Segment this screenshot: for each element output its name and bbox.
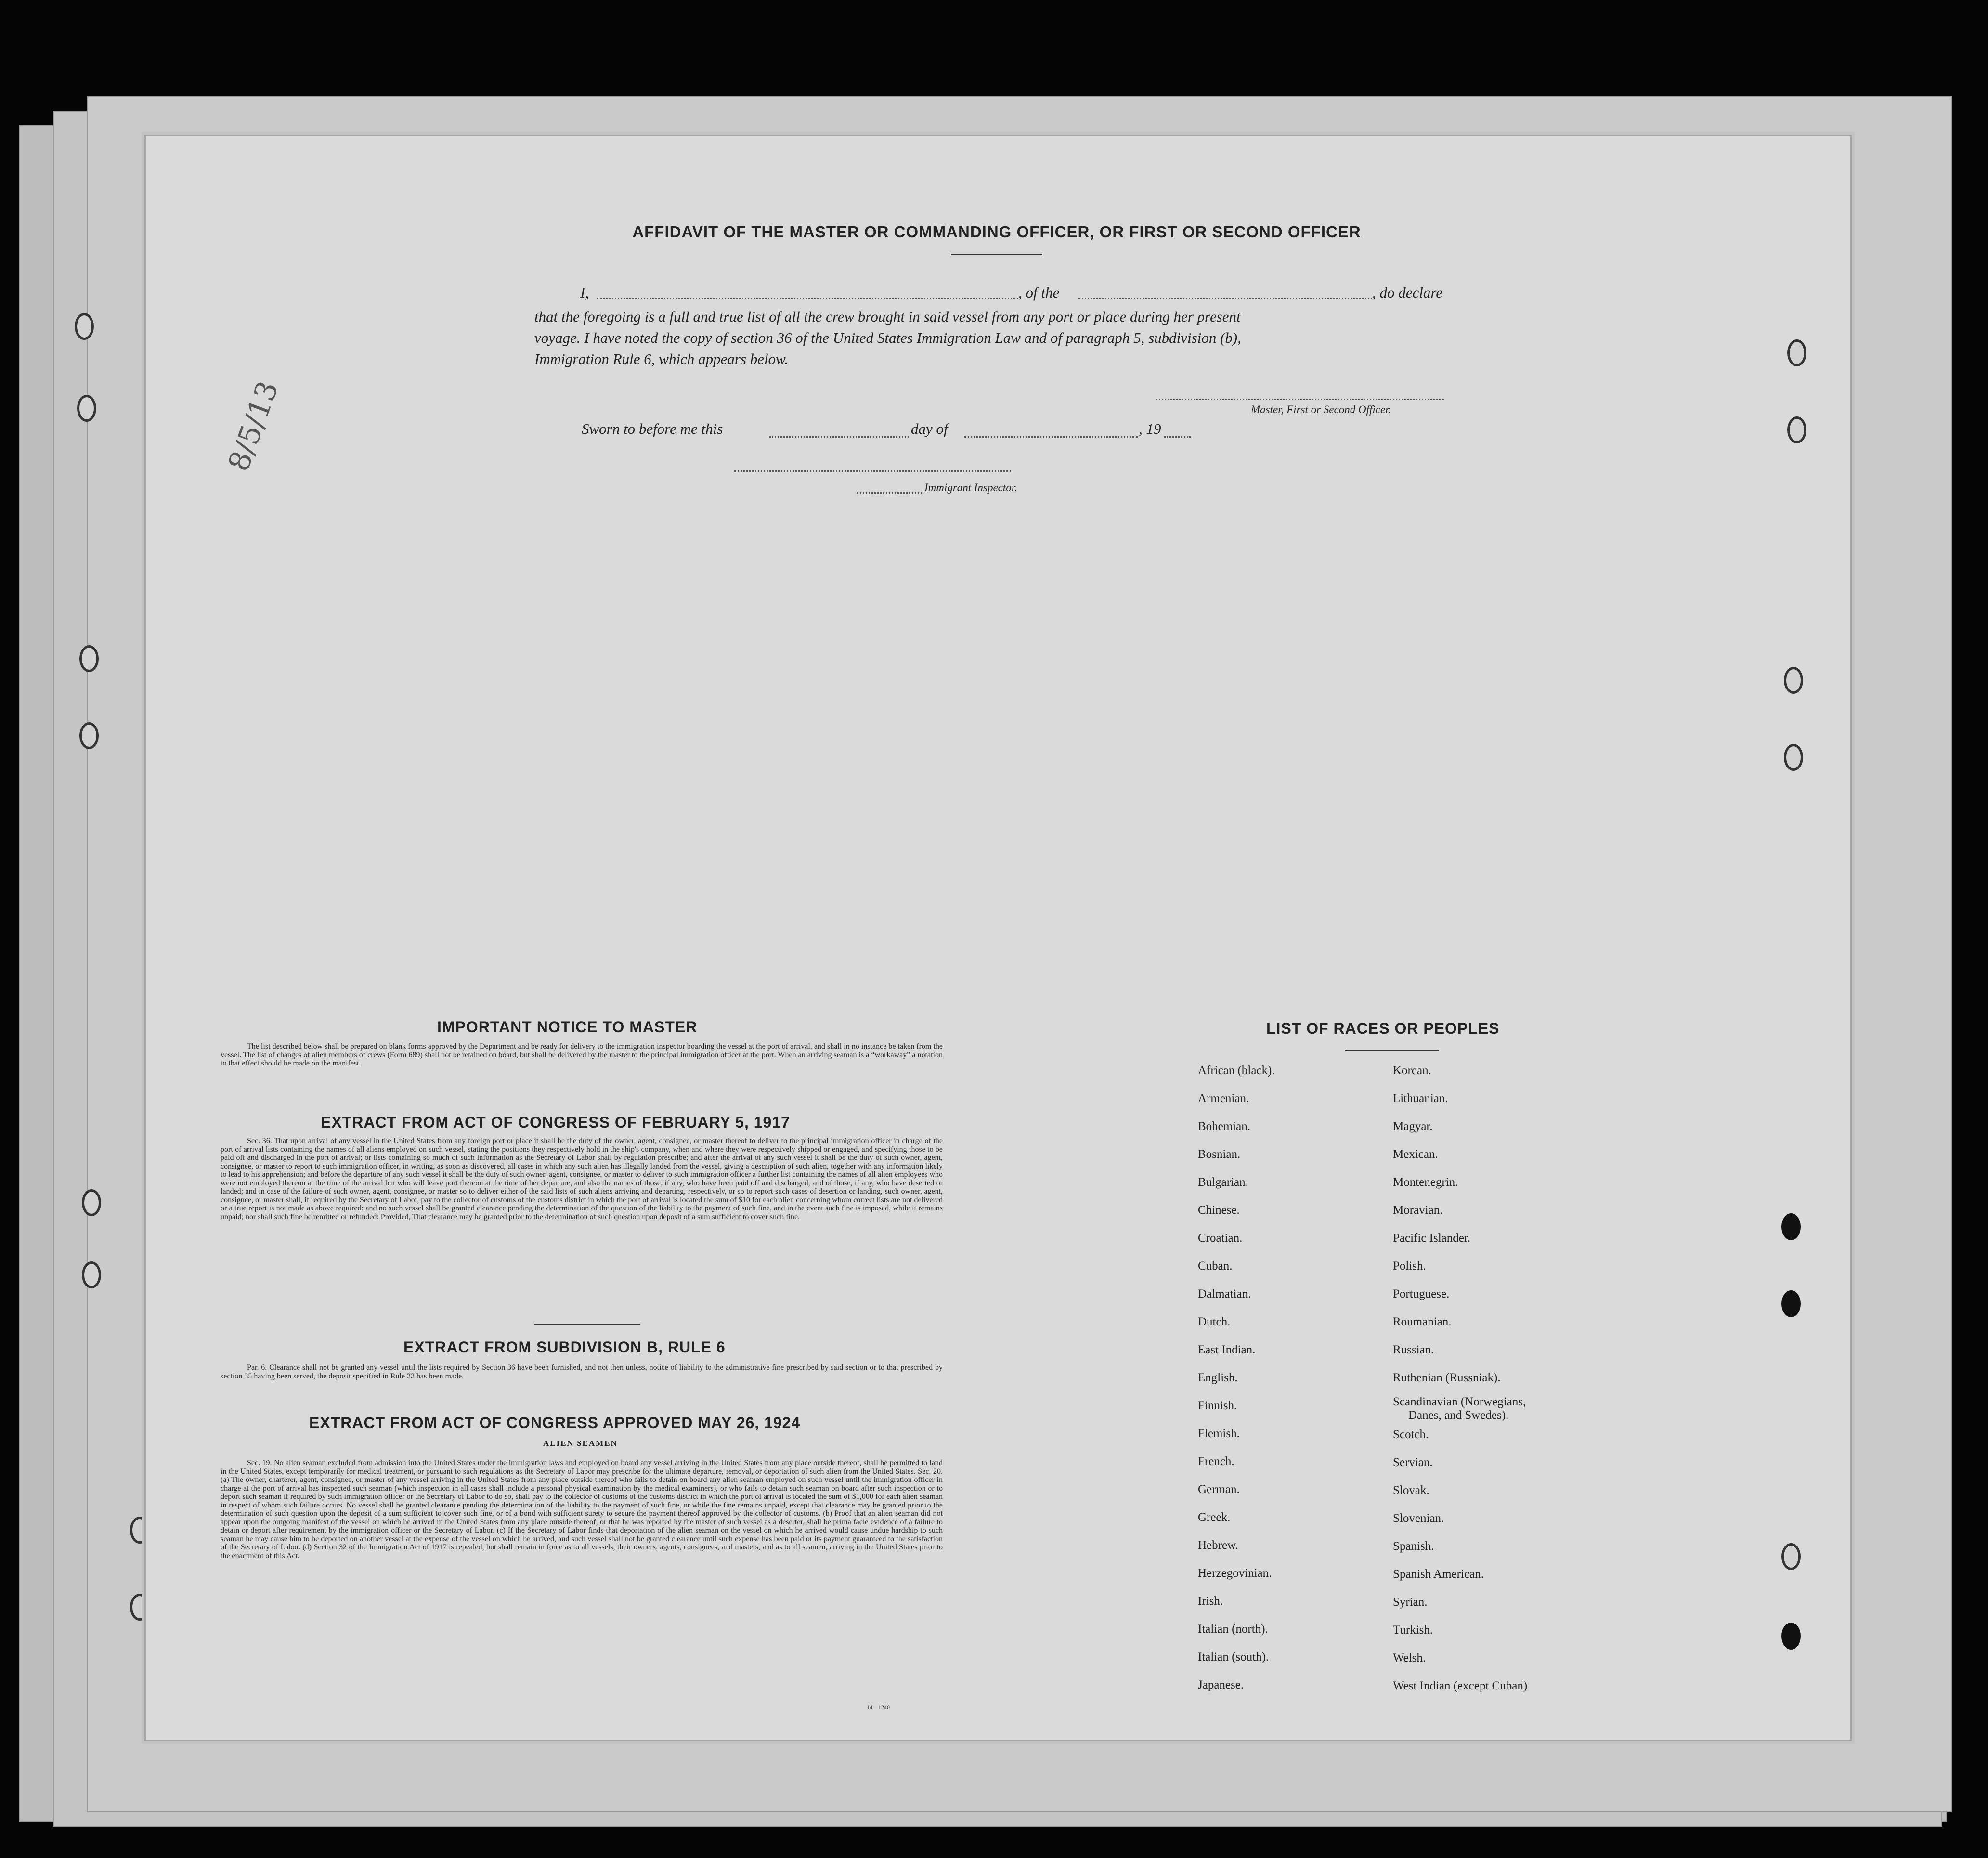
binder-hole-icon	[1781, 1290, 1801, 1317]
race-item: Slovenian.	[1393, 1512, 1444, 1525]
race-item: Danes, and Swedes).	[1408, 1409, 1509, 1422]
binder-hole-icon	[82, 1261, 101, 1288]
race-item: East Indian.	[1198, 1343, 1256, 1356]
race-item: Ruthenian (Russniak).	[1393, 1371, 1501, 1384]
sworn-label: Sworn to before me this	[582, 420, 723, 437]
binder-hole-icon	[1781, 1543, 1801, 1570]
binder-hole-icon	[77, 395, 96, 422]
race-item: West Indian (except Cuban)	[1393, 1679, 1528, 1692]
race-item: Bulgarian.	[1198, 1176, 1248, 1189]
sworn-year-line	[1164, 436, 1191, 438]
subdivision-text: Par. 6. Clearance shall not be granted any vessel until the lists required by Section 36 have been furnished, and not then unless, notice of liability to the administrative fine prescribed by said section or to that prescribed by section 35 having been served, the deposit specified in Rule 22 has been made.	[221, 1364, 943, 1380]
race-item: Cuban.	[1198, 1260, 1233, 1273]
form-number: 14—1240	[867, 1704, 890, 1711]
race-item: Flemish.	[1198, 1427, 1240, 1440]
race-item: Croatian.	[1198, 1232, 1243, 1245]
affidavit-do-declare: , do declare	[1372, 284, 1443, 301]
alien-seamen-subtitle: ALIEN SEAMEN	[543, 1439, 618, 1448]
race-item: Syrian.	[1393, 1596, 1428, 1609]
master-signature-label: Master, First or Second Officer.	[1251, 403, 1391, 416]
race-item: Bohemian.	[1198, 1120, 1251, 1133]
race-item: Slovak.	[1393, 1484, 1429, 1497]
handwritten-note: 8/5/13	[221, 377, 286, 476]
binder-hole-icon	[1787, 416, 1806, 443]
race-item: Japanese.	[1198, 1678, 1244, 1691]
race-item: Portuguese.	[1393, 1287, 1450, 1300]
binder-hole-icon	[79, 645, 99, 672]
binder-hole-icon	[1787, 339, 1806, 366]
race-item: Dalmatian.	[1198, 1287, 1251, 1300]
binder-hole-icon	[1784, 667, 1803, 694]
race-item: Welsh.	[1393, 1651, 1426, 1664]
extract-1924-text: Sec. 19. No alien seaman excluded from admission into the United States under the immigration laws and employed on board any vessel arriving in the United States from any place outside thereof, shall be permitted to land in the United States, except temporarily for medical treatment, or pursuant to such regulations as the Secretary of Labor may prescribe for the ultimate departure, removal, or deportation of such alien from the United States. Sec. 20. (a) The owner, charterer, agent, consignee, or master of any vessel arriving in the United States from any place outside thereof who fails to detain on board any alien seaman employed on such vessel until the immigration officer in charge at the port of arrival has inspected such seaman (which inspection in all cases shall include a personal physical examination by the medical examiners), or who fails to detain such seaman on board after such inspection or to deport such seaman if required by such immigration officer or the Secretary of Labor to do so, shall pay to the collector of customs of the customs district in which the port of arrival is located the sum of $1,000 for each alien seaman in respect of whom such failure occurs. No vessel shall be granted clearance pending the determination of the liability to the payment of such fine, or while the fine remains unpaid, except that clearance may be granted prior to the determination of such question upon the deposit of a sum sufficient to cover such fine, or of a bond with sufficient surety to secure the payment thereof approved by the collector of customs. (b) Proof that an alien seaman did not appear upon the outgoing manifest of the vessel on which he arrived in the United States from any place outside thereof, or that he was reported by the master of such vessel as a deserter, shall be prima facie evidence of a failure to detain or deport after requirement by the immigration officer or the Secretary of Labor. (c) If the Secretary of Labor finds that deportation of the alien seaman on the vessel on which he arrived would cause undue hardship to such seaman he may cause him to be deported on another vessel at the expense of the vessel on which he arrived, and such vessel shall not be granted clearance until such expense has been paid or its payment guaranteed to the satisfaction of the Secretary of Labor. (d) Section 32 of the Immigration Act of 1917 is repealed, but shall remain in force as to all vessels, their owners, agents, consignees, and masters, and as to all seamen, arriving in the United States prior to the enactment of this Act.	[221, 1459, 943, 1560]
binder-hole-icon	[82, 1189, 101, 1216]
race-item: Dutch.	[1198, 1315, 1231, 1328]
race-item: Hebrew.	[1198, 1539, 1238, 1552]
binder-hole-icon	[75, 313, 94, 340]
title-underline	[951, 254, 1042, 255]
race-item: Montenegrin.	[1393, 1176, 1458, 1189]
race-item: Bosnian.	[1198, 1148, 1241, 1161]
race-item: Scandinavian (Norwegians,	[1393, 1395, 1526, 1408]
affidavit-of-the: , of the	[1018, 284, 1060, 301]
race-item: Irish.	[1198, 1595, 1223, 1608]
day-of-label: day of	[911, 420, 948, 437]
vessel-field-line	[1078, 298, 1372, 299]
race-item: Italian (north).	[1198, 1623, 1268, 1636]
race-item: Greek.	[1198, 1511, 1231, 1524]
notice-text: The list described below shall be prepared on blank forms approved by the Department and be ready for delivery to the immigration inspector boarding the vessel at the port of arrival, and shall in no instance be taken from the vessel. The list of changes of alien members of crews (Form 689) shall not be retained on board, but shall be delivered by the master to the principal immigration officer at the port. When an arriving seaman is a “workaway” a notation to that effect should be made on the manifest.	[221, 1042, 943, 1067]
binder-hole-icon	[1781, 1623, 1801, 1650]
extract-1924-title: EXTRACT FROM ACT OF CONGRESS APPROVED MAY 26, 1924	[309, 1414, 801, 1431]
race-item: Korean.	[1393, 1064, 1431, 1077]
race-item: Scotch.	[1393, 1428, 1429, 1441]
race-item: Herzegovinian.	[1198, 1567, 1272, 1580]
race-item: Russian.	[1393, 1343, 1434, 1356]
affidavit-body-line2: voyage. I have noted the copy of section 36 of the United States Immigration Law and of paragraph 5, subdivision (b),	[534, 329, 1241, 346]
master-signature-line	[1156, 399, 1444, 400]
extract-1917-text: Sec. 36. That upon arrival of any vessel in the United States from any foreign port or place it shall be the duty of the owner, agent, consignee, or master thereof to deliver to the principal immigration officer in charge of the port of arrival lists containing the names of all aliens employed on such vessel, stating the positions they respectively hold in the ship's company, when and where they were respectively shipped or engaged, and specifying those to be paid off and discharged in the port of arrival; or lists containing so much of such information as the Secretary of Labor shall by regulation prescribe; and after the arrival of any such vessel it shall be the duty of such owner, agent, consignee, or master to report to such immigration officer, in writing, as soon as discovered, all cases in which any such alien has illegally landed from the vessel, giving a description of such alien, together with any information likely to lead to his apprehension; and before the departure of any such vessel it shall be the duty of such owner, agent, consignee, or master to deliver to such immigration officer a further list containing the names of all alien employees who were not employed thereon at the time of the arrival but who will leave port thereon at the time of her departure, and also the names of those, if any, who have been paid off and discharged, and of those, if any, who have deserted or landed; and in case of the failure of such owner, agent, consignee, or master so to deliver either of the said lists of such aliens arriving and departing, respectively, or so to report such cases of desertion or landing, such owner, agent, consignee, or master shall, if required by the Secretary of Labor, pay to the collector of customs of the customs district in which the port of arrival is located the sum of $10 for each alien concerning whom correct lists are not delivered or a true report is not made as above required; and no such vessel shall be granted clearance pending the determination of the question of the liability to the payment of such fine, and in the event such fine is imposed, while it remains unpaid; nor shall such fine be remitted or refunded: Provided, That clearance may be granted prior to the determination of such question upon deposit of a sum sufficient to cover such fine.	[221, 1137, 943, 1221]
binder-hole-icon	[79, 722, 99, 749]
race-item: Finnish.	[1198, 1399, 1237, 1412]
inspector-signature-line	[734, 470, 1011, 472]
notice-title: IMPORTANT NOTICE TO MASTER	[437, 1018, 698, 1036]
race-item: German.	[1198, 1483, 1240, 1496]
extract-1917-title: EXTRACT FROM ACT OF CONGRESS OF FEBRUARY 5, 1917	[321, 1114, 790, 1131]
race-item: Italian (south).	[1198, 1650, 1269, 1663]
race-item: Turkish.	[1393, 1624, 1433, 1637]
race-item: Moravian.	[1393, 1204, 1443, 1217]
race-item: French.	[1198, 1455, 1234, 1468]
sworn-month-line	[964, 436, 1138, 438]
race-item: Pacific Islander.	[1393, 1232, 1471, 1245]
race-item: Armenian.	[1198, 1092, 1249, 1105]
race-item: Lithuanian.	[1393, 1092, 1448, 1105]
subdivision-title: EXTRACT FROM SUBDIVISION B, RULE 6	[403, 1338, 726, 1356]
race-item: Spanish.	[1393, 1540, 1434, 1553]
inspector-prefix-line	[857, 492, 922, 494]
inspector-label: Immigrant Inspector.	[924, 481, 1017, 494]
race-item: Magyar.	[1393, 1120, 1433, 1133]
affidavit-title: AFFIDAVIT OF THE MASTER OR COMMANDING OFFICER, OR FIRST OR SECOND OFFICER	[632, 223, 1361, 241]
year-label: , 19	[1139, 420, 1161, 437]
race-item: Polish.	[1393, 1260, 1426, 1273]
affidavit-body-line1: that the foregoing is a full and true list of all the crew brought in said vessel from any port or place during her present	[534, 308, 1241, 325]
binder-hole-icon	[1784, 744, 1803, 771]
races-title: LIST OF RACES OR PEOPLES	[1266, 1020, 1500, 1037]
affidavit-body-line3: Immigration Rule 6, which appears below.	[534, 351, 789, 367]
name-field-line	[597, 298, 1018, 299]
section-divider	[534, 1324, 640, 1325]
affidavit-i-label: I,	[580, 284, 589, 301]
race-item: Spanish American.	[1393, 1568, 1484, 1581]
race-item: Servian.	[1393, 1456, 1433, 1469]
race-item: Roumanian.	[1393, 1315, 1452, 1328]
race-item: African (black).	[1198, 1064, 1275, 1077]
binder-hole-icon	[1781, 1213, 1801, 1240]
races-title-underline	[1345, 1050, 1439, 1051]
sworn-day-line	[769, 436, 909, 438]
race-item: English.	[1198, 1371, 1238, 1384]
race-item: Chinese.	[1198, 1204, 1240, 1217]
race-item: Mexican.	[1393, 1148, 1438, 1161]
